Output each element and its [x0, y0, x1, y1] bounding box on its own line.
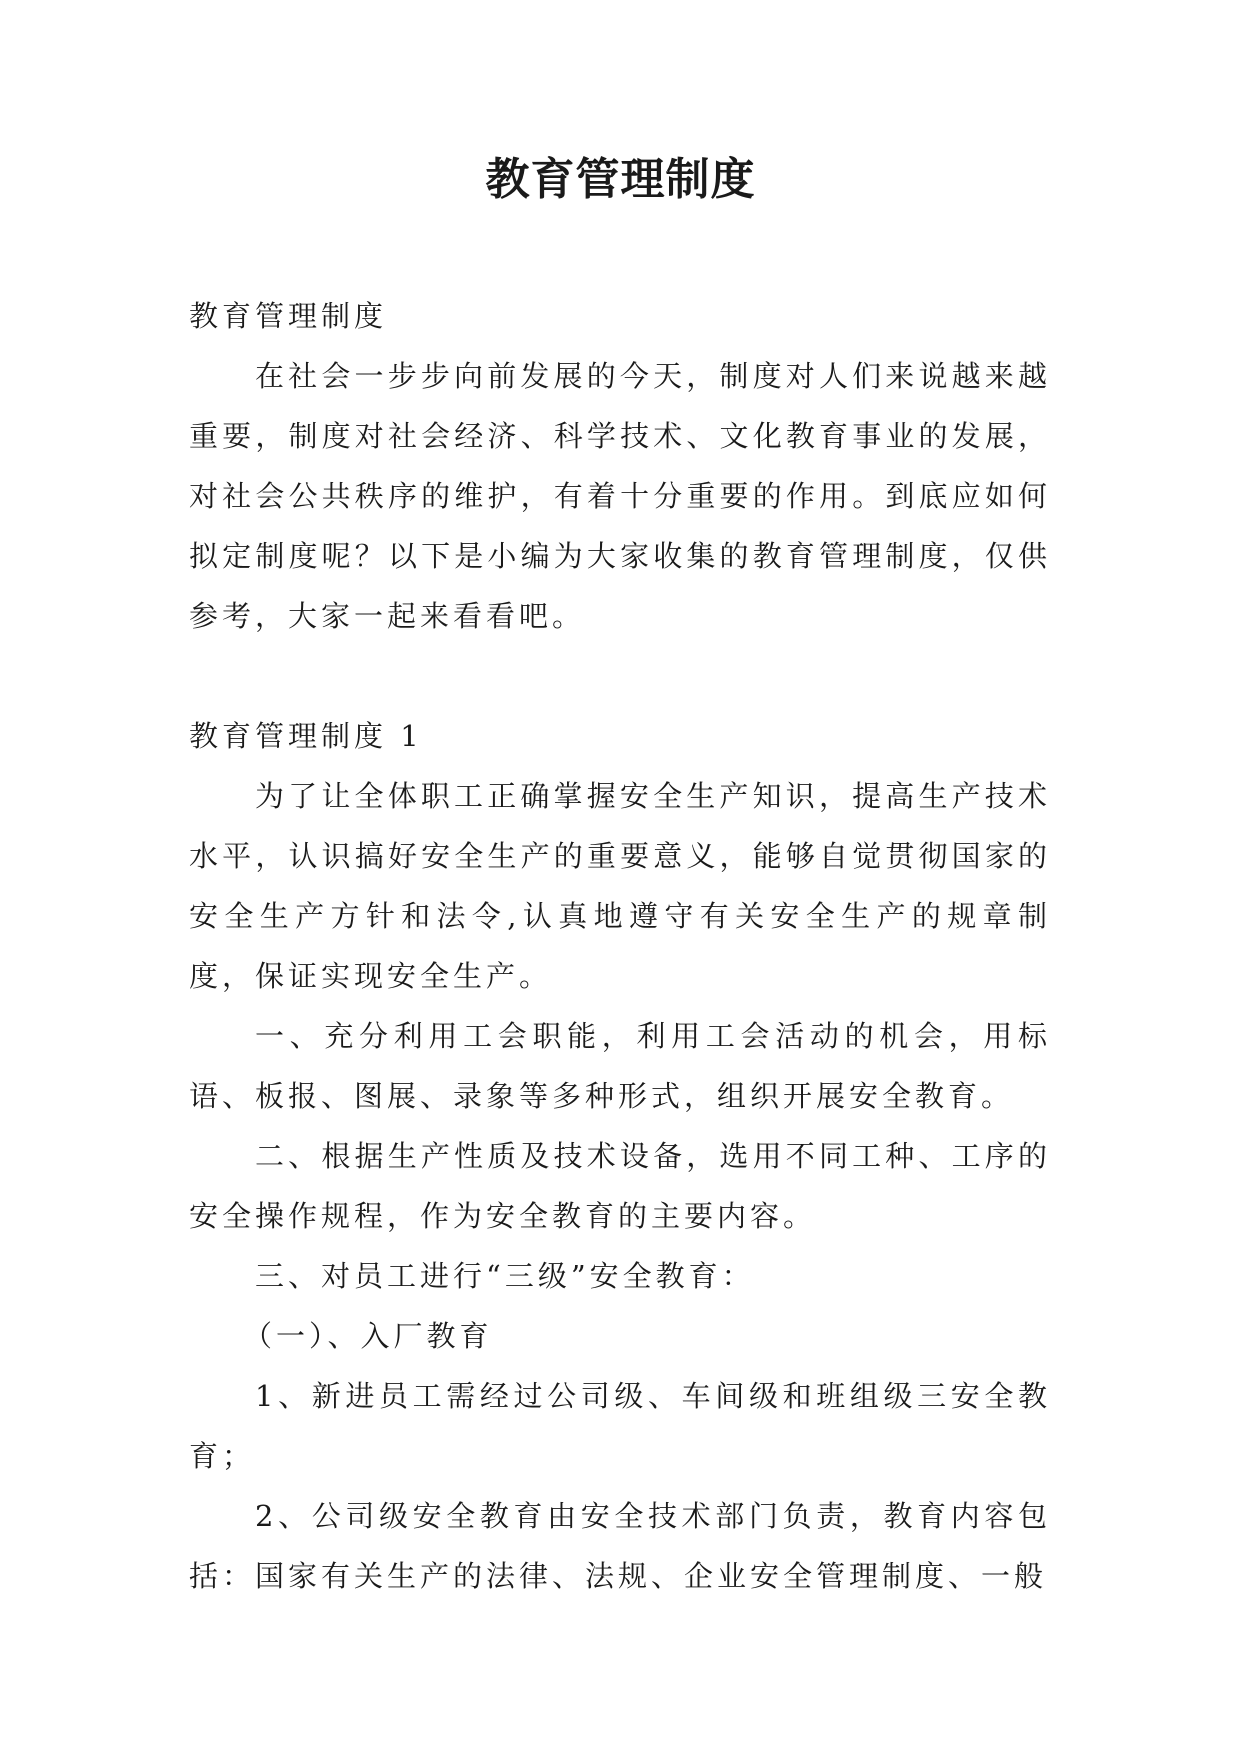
section-1-subheading: （一）、入厂教育 — [243, 1319, 493, 1353]
section-1-item: 一、充分利用工会职能，利用工会活动的机会，用标语、板报、图展、录象等多种形式，组织开展安全教育。 — [189, 1019, 1051, 1113]
section-1-paragraph: 为了让全体职工正确掌握安全生产知识，提高生产技术水平，认识搞好安全生产的重要意义，能够自觉贯彻国家的安全生产方针和法令,认真地遵守有关安全生产的规章制度，保证实现安全生产。 — [189, 779, 1051, 993]
section-1-item: 三、对员工进行“三级”安全教育： — [255, 1259, 755, 1293]
section-1-heading: 教育管理制度 1 — [189, 719, 423, 753]
section-spacer — [189, 646, 1051, 706]
section-1-item: 1、新进员工需经过公司级、车间级和班组级三安全教育； — [189, 1379, 1051, 1473]
intro-heading: 教育管理制度 — [189, 299, 388, 333]
section-1-item: 2、公司级安全教育由安全技术部门负责，教育内容包括：国家有关生产的法律、法规、企业安全管理制度、一般 — [189, 1499, 1051, 1593]
document-title: 教育管理制度 — [485, 154, 756, 205]
section-1-item: 二、根据生产性质及技术设备，选用不同工种、工序的安全操作规程，作为安全教育的主要内容。 — [189, 1139, 1051, 1233]
intro-paragraph: 在社会一步步向前发展的今天，制度对人们来说越来越重要，制度对社会经济、科学技术、文化教育事业的发展，对社会公共秩序的维护，有着十分重要的作用。到底应如何拟定制度呢？以下是小编为大家收集的教育管理制度，仅供参考，大家一起来看看吧。 — [189, 359, 1051, 633]
document-body — [189, 286, 1051, 1606]
